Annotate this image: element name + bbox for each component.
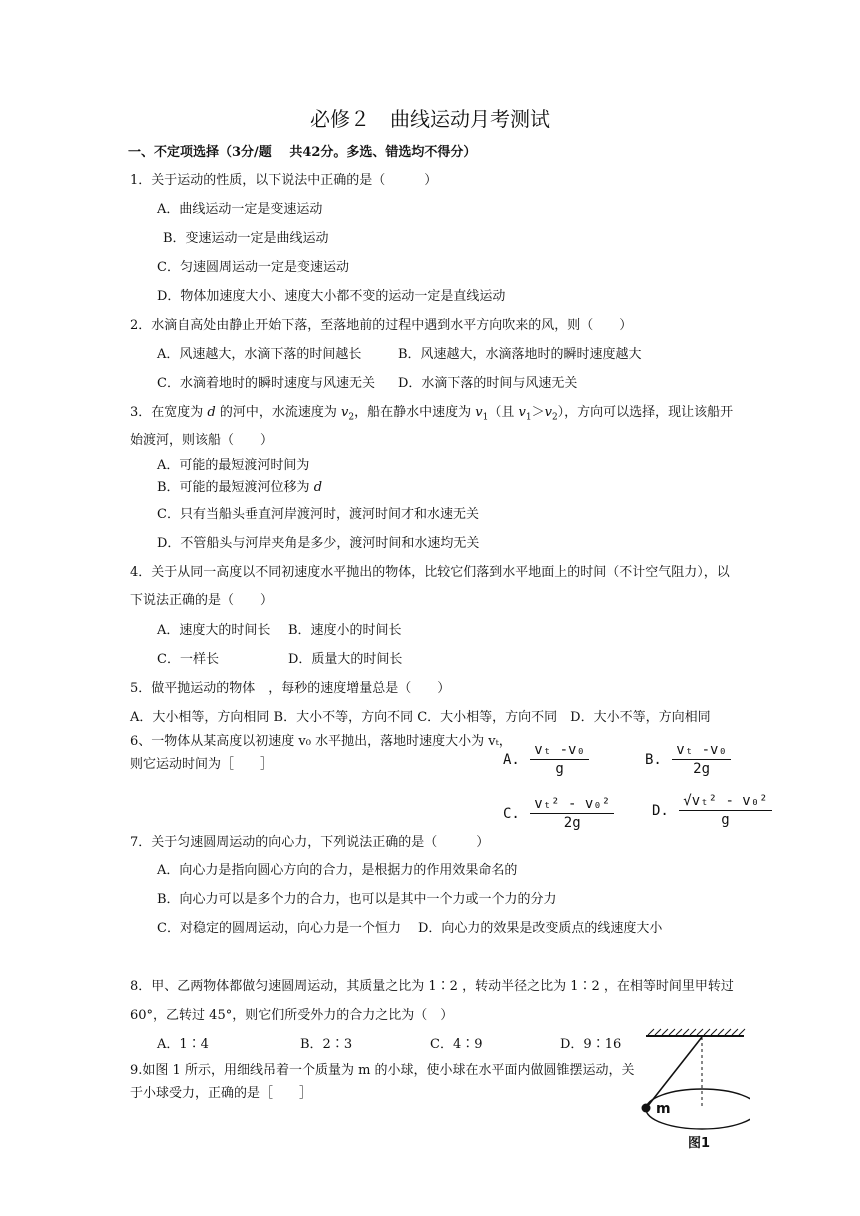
question-4-option-a: A．速度大的时间长	[157, 623, 271, 638]
question-8-option-c: C．4∶9	[430, 1037, 483, 1052]
fraction	[679, 793, 771, 828]
question-6-option-b	[645, 742, 731, 777]
question-3-stem-line2: 始渡河，则该船（ ）	[130, 433, 274, 448]
fraction	[530, 742, 589, 777]
question-2-option-a: A．风速越大，水滴下落的时间越长	[157, 347, 362, 362]
stem-text: ＞	[531, 405, 545, 420]
option-label: C.	[503, 805, 520, 822]
denominator: 2g	[563, 815, 581, 831]
question-7-option-b: B．向心力可以是多个力的合力，也可以是其中一个力或一个力的分力	[157, 892, 557, 907]
mass-label: m	[656, 1101, 671, 1117]
variable-v: v	[475, 405, 483, 420]
numerator: √vₜ² - v₀²	[679, 793, 771, 811]
subscript: 2	[551, 412, 558, 423]
question-3-option-a: A．可能的最短渡河时间为	[157, 458, 310, 473]
option-label: B.	[645, 751, 662, 768]
option-label: D.	[652, 802, 669, 819]
question-4-option-d: D．质量大的时间长	[288, 652, 403, 667]
numerator: vₜ -v₀	[530, 742, 589, 760]
stem-text: ，船在静水中速度为	[354, 405, 476, 420]
figure-1-conical-pendulum	[630, 1025, 750, 1155]
option-text: B．可能的最短渡河位移为	[157, 480, 314, 495]
question-3-option-c: C．只有当船头垂直河岸渡河时，渡河时间才和水速无关	[157, 507, 479, 522]
question-1-option-b: B．变速运动一定是曲线运动	[163, 231, 329, 246]
question-1-stem: 1．关于运动的性质，以下说法中正确的是（ ）	[130, 173, 438, 188]
question-2-option-b: B．风速越大，水滴落地时的瞬时速度越大	[398, 347, 642, 362]
option-label: A.	[503, 751, 520, 768]
question-6-option-c	[503, 796, 614, 831]
stem-text: （且	[488, 405, 519, 420]
variable-v: v	[544, 405, 552, 420]
question-8-option-d: D．9∶16	[560, 1037, 622, 1052]
question-1-option-c: C．匀速圆周运动一定是变速运动	[157, 260, 349, 275]
question-6-option-a	[503, 742, 589, 777]
question-3-option-b	[157, 479, 322, 497]
stem-text: ），方向可以选择，现让该船开	[557, 405, 734, 420]
figure-caption: 图1	[688, 1136, 711, 1151]
ball	[642, 1104, 651, 1113]
question-6-stem: 6、一物体从某高度以初速度 v₀ 水平抛出，落地时速度大小为 vₜ，	[130, 734, 512, 749]
question-6-option-d	[652, 793, 772, 828]
numerator: vₜ -v₀	[672, 742, 731, 760]
question-1-option-a: A．曲线运动一定是变速运动	[157, 202, 323, 217]
ceiling-hatching	[648, 1029, 745, 1035]
question-1-option-d: D．物体加速度大小、速度大小都不变的运动一定是直线运动	[157, 289, 506, 304]
section-heading: 一、不定项选择（3分/题 共42分。多选、错选均不得分）	[128, 145, 477, 160]
question-7-option-d: D．向心力的效果是改变质点的线速度大小	[418, 921, 663, 936]
subscript: 1	[525, 412, 532, 423]
question-4-option-c: C．一样长	[157, 652, 219, 667]
denominator: g	[721, 812, 730, 828]
string-line	[647, 1037, 702, 1107]
subscript: 2	[348, 412, 355, 423]
question-4-stem-line2: 下说法正确的是（ ）	[130, 593, 274, 608]
question-3-stem	[130, 404, 733, 427]
denominator: g	[555, 761, 564, 777]
question-5-options: A．大小相等，方向相同 B．大小不等，方向不同 C．大小相等，方向不同 D．大小不等，方向相同	[130, 710, 711, 725]
question-7-option-c: C．对稳定的圆周运动，向心力是一个恒力	[157, 921, 401, 936]
question-9-stem-line2: 于小球受力，正确的是［ ］	[130, 1086, 313, 1101]
question-4-stem: 4．关于从同一高度以不同初速度水平抛出的物体，比较它们落到水平地面上的时间（不计空气阻力），以	[130, 565, 730, 580]
variable-d: d	[313, 480, 323, 495]
page-title: 必修２ 曲线运动月考测试	[310, 107, 550, 131]
question-7-stem: 7．关于匀速圆周运动的向心力，下列说法正确的是（ ）	[130, 835, 490, 850]
question-8-option-b: B．2∶3	[300, 1037, 353, 1052]
variable-v: v	[341, 405, 349, 420]
question-8-stem-line2: 60°，乙转过 45°，则它们所受外力的合力之比为（ ）	[130, 1008, 454, 1023]
subscript: 1	[482, 412, 489, 423]
question-4-option-b: B．速度小的时间长	[288, 623, 402, 638]
question-5-stem: 5．做平抛运动的物体 ，每秒的速度增量总是（ ）	[130, 681, 451, 696]
question-2-option-d: D．水滴下落的时间与风速无关	[398, 376, 578, 391]
stem-text: 3．在宽度为	[130, 405, 208, 420]
question-8-option-a: A．1∶4	[157, 1037, 209, 1052]
fraction	[672, 742, 731, 777]
question-7-option-a: A．向心力是指向圆心方向的合力，是根据力的作用效果命名的	[157, 863, 518, 878]
question-2-stem: 2．水滴自高处由静止开始下落，至落地前的过程中遇到水平方向吹来的风，则（ ）	[130, 318, 633, 333]
variable-d: d	[207, 405, 216, 420]
question-2-option-c: C．水滴着地时的瞬时速度与风速无关	[157, 376, 375, 391]
question-9-stem: 9.如图 1 所示，用细线吊着一个质量为 m 的小球，使小球在水平面内做圆锥摆运动，关	[130, 1063, 635, 1078]
fraction	[530, 796, 614, 831]
numerator: vₜ² - v₀²	[530, 796, 614, 814]
denominator: 2g	[693, 761, 711, 777]
variable-v: v	[518, 405, 526, 420]
question-8-stem: 8．甲、乙两物体都做匀速圆周运动，其质量之比为 1∶2 ，转动半径之比为 1∶2 ，在相等时间里甲转过	[130, 979, 734, 994]
question-3-option-d: D．不管船头与河岸夹角是多少，渡河时间和水速均无关	[157, 536, 480, 551]
question-6-stem-line2: 则它运动时间为［ ］	[130, 757, 274, 772]
stem-text: 的河中，水流速度为	[215, 405, 341, 420]
